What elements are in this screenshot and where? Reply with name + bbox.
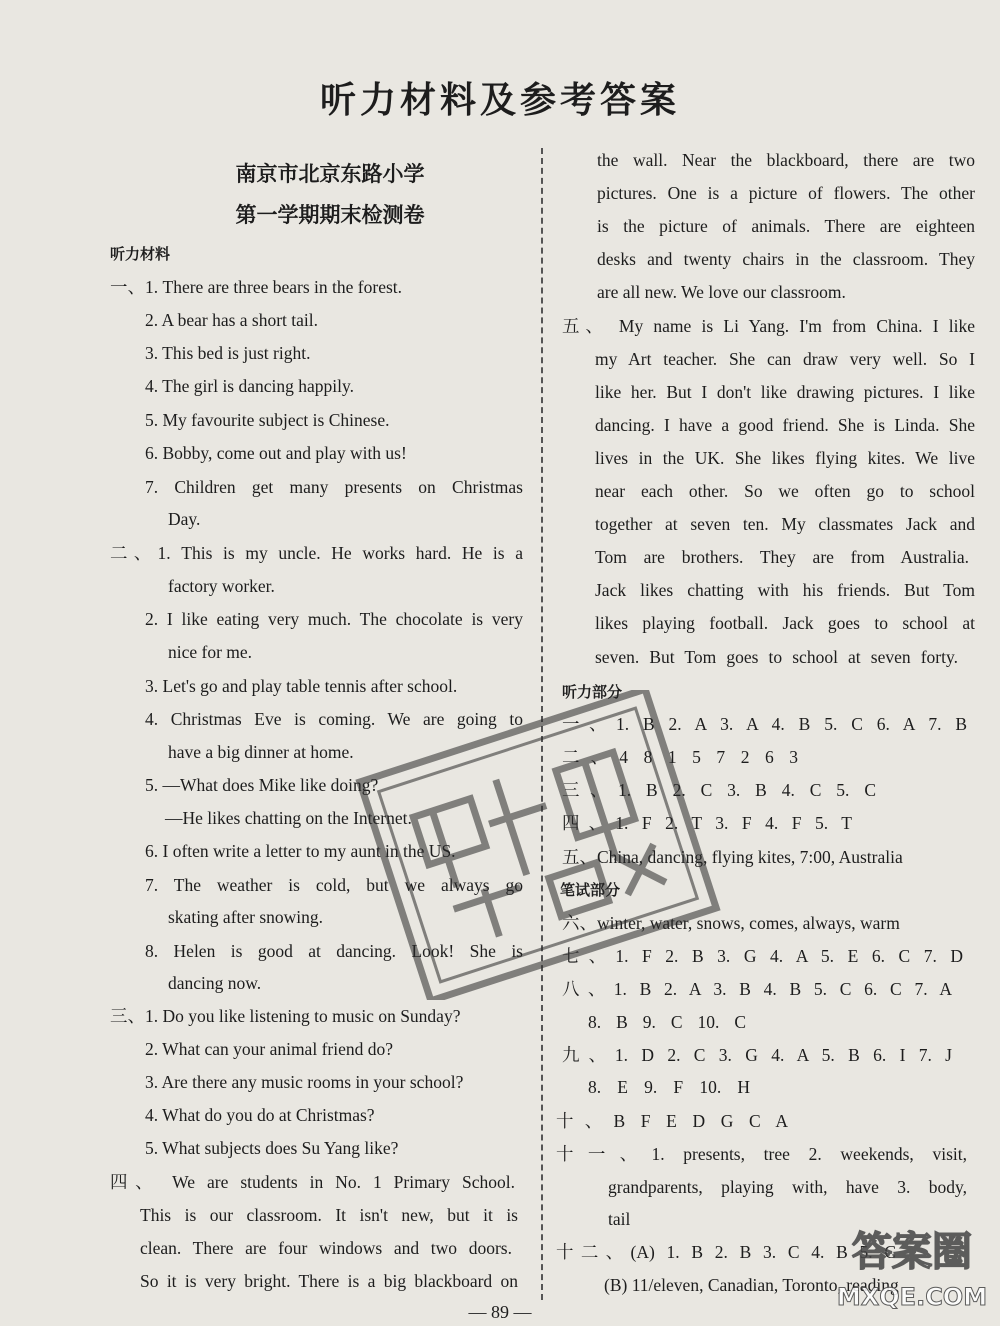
answer-line-5: 五、China, dancing, flying kites, 7:00, Australia — [562, 847, 903, 867]
section-written-part: 笔试部分 — [560, 881, 621, 899]
left-line-15: have a big dinner at home. — [168, 742, 354, 762]
answer-line-3: 三、1. B 2. C 3. B 4. C 5. C — [562, 780, 876, 800]
right-line-12: together at seven ten. My classmates Jack and — [595, 514, 975, 534]
right-line-5: are all new. We love our classroom. — [597, 282, 846, 302]
right-line-14: Jack likes chatting with his friends. But Tom — [595, 580, 975, 600]
answer-line-13: 十一、1. presents, tree 2. weekends, visit, — [556, 1144, 967, 1164]
answer-line-8: 八、1. B 2. A 3. B 4. B 5. C 6. C 7. A — [562, 979, 952, 999]
right-line-8: like her. But I don't like drawing pictures. I like — [595, 382, 975, 402]
left-line-30: clean. There are four windows and two doors. — [140, 1238, 512, 1258]
right-line-7: my Art teacher. She can draw very well. So I — [595, 349, 975, 369]
answer-line-7: 七、1. F 2. B 3. G 4. A 5. E 6. C 7. D — [562, 946, 963, 966]
left-line-13: 3. Let's go and play table tennis after school. — [145, 676, 458, 696]
answer-line-10: 九、1. D 2. C 3. G 4. A 5. B 6. I 7. J — [562, 1045, 952, 1065]
left-line-29: This is our classroom. It isn't new, but it is — [140, 1205, 518, 1225]
right-line-10: lives in the UK. She likes flying kites. We live — [595, 448, 975, 468]
left-line-12: nice for me. — [168, 642, 253, 662]
right-line-2: pictures. One is a picture of flowers. The other — [597, 183, 975, 203]
left-line-4: 4. The girl is dancing happily. — [145, 376, 354, 396]
answer-line-17: (B) 11/eleven, Canadian, Toronto, reading — [604, 1275, 899, 1295]
watermark-logo-text: 答案圈 — [852, 1229, 972, 1275]
exam-term-title: 第一学期期末检测卷 — [235, 203, 425, 227]
column-divider — [541, 148, 543, 1300]
page-title: 听力材料及参考答案 — [319, 80, 680, 121]
answer-line-16: 十二、(A) 1. B 2. B 3. C 4. B 5. C — [556, 1242, 896, 1262]
answer-line-15: tail — [608, 1209, 631, 1229]
answer-line-11: 8. E 9. F 10. H — [588, 1077, 750, 1097]
right-line-11: near each other. So we often go to school — [595, 481, 975, 501]
right-line-9: dancing. I have a good friend. She is Linda. She — [595, 415, 975, 435]
right-line-1: the wall. Near the blackboard, there are two — [597, 150, 975, 170]
left-line-20: skating after snowing. — [168, 907, 324, 927]
left-line-19: 7. The weather is cold, but we always go — [145, 875, 523, 895]
left-line-8: Day. — [168, 509, 201, 529]
left-line-31: So it is very bright. There is a big blackboard on — [140, 1271, 518, 1291]
page-number: — 89 — — [468, 1302, 532, 1322]
answer-line-2: 二、4 8 1 5 7 2 6 3 — [562, 747, 798, 767]
left-line-5: 5. My favourite subject is Chinese. — [145, 410, 390, 430]
left-line-9: 二、1. This is my uncle. He works hard. He is a — [110, 543, 523, 563]
section-listening-material: 听力材料 — [110, 245, 171, 263]
left-line-1: 一、1. There are three bears in the forest. — [110, 277, 403, 297]
left-line-18: 6. I often write a letter to my aunt in the US. — [145, 841, 456, 861]
left-line-27: 5. What subjects does Su Yang like? — [145, 1138, 399, 1158]
left-line-2: 2. A bear has a short tail. — [145, 310, 319, 330]
left-line-23: 三、1. Do you like listening to music on Sunday? — [110, 1006, 461, 1026]
right-line-4: desks and twenty chairs in the classroom. They — [597, 249, 975, 269]
left-line-14: 4. Christmas Eve is coming. We are going to — [145, 709, 523, 729]
answer-line-4: 四、1. F 2. T 3. F 4. F 5. T — [562, 813, 852, 833]
left-line-10: factory worker. — [168, 576, 275, 596]
watermark-logo — [830, 1210, 995, 1320]
left-line-25: 3. Are there any music rooms in your school? — [145, 1072, 464, 1092]
right-line-13: Tom are brothers. They are from Australia. — [595, 547, 969, 567]
exam-school-title: 南京市北京东路小学 — [235, 162, 425, 186]
left-line-6: 6. Bobby, come out and play with us! — [145, 443, 407, 463]
right-line-3: is the picture of animals. There are eighteen — [597, 216, 975, 236]
left-line-17: —He likes chatting on the Internet. — [165, 808, 412, 828]
left-line-7: 7. Children get many presents on Christmas — [145, 477, 523, 497]
left-line-11: 2. I like eating very much. The chocolate is very — [145, 609, 523, 629]
left-line-24: 2. What can your animal friend do? — [145, 1039, 393, 1059]
answer-line-6: 六、winter, water, snows, comes, always, warm — [562, 913, 900, 933]
section-listening-part: 听力部分 — [562, 683, 623, 701]
answer-line-9: 8. B 9. C 10. C — [588, 1012, 746, 1032]
answer-line-12: 十、B F E D G C A — [556, 1111, 788, 1131]
left-line-26: 4. What do you do at Christmas? — [145, 1105, 375, 1125]
left-line-28: 四、 We are students in No. 1 Primary School. — [110, 1172, 515, 1192]
right-line-16: seven. But Tom goes to school at seven forty. — [595, 647, 958, 667]
left-line-3: 3. This bed is just right. — [145, 343, 311, 363]
left-line-21: 8. Helen is good at dancing. Look! She is — [145, 941, 523, 961]
right-line-15: likes playing football. Jack goes to school at — [595, 613, 975, 633]
answer-line-1: 一、1. B 2. A 3. A 4. B 5. C 6. A 7. B — [562, 714, 967, 734]
left-line-22: dancing now. — [168, 973, 262, 993]
right-line-6: 五、 My name is Li Yang. I'm from China. I like — [562, 316, 975, 336]
watermark-url-text: MXQE.COM — [836, 1283, 988, 1311]
answer-line-14: grandparents, playing with, have 3. body, — [608, 1177, 967, 1197]
left-line-16: 5. —What does Mike like doing? — [145, 775, 379, 795]
